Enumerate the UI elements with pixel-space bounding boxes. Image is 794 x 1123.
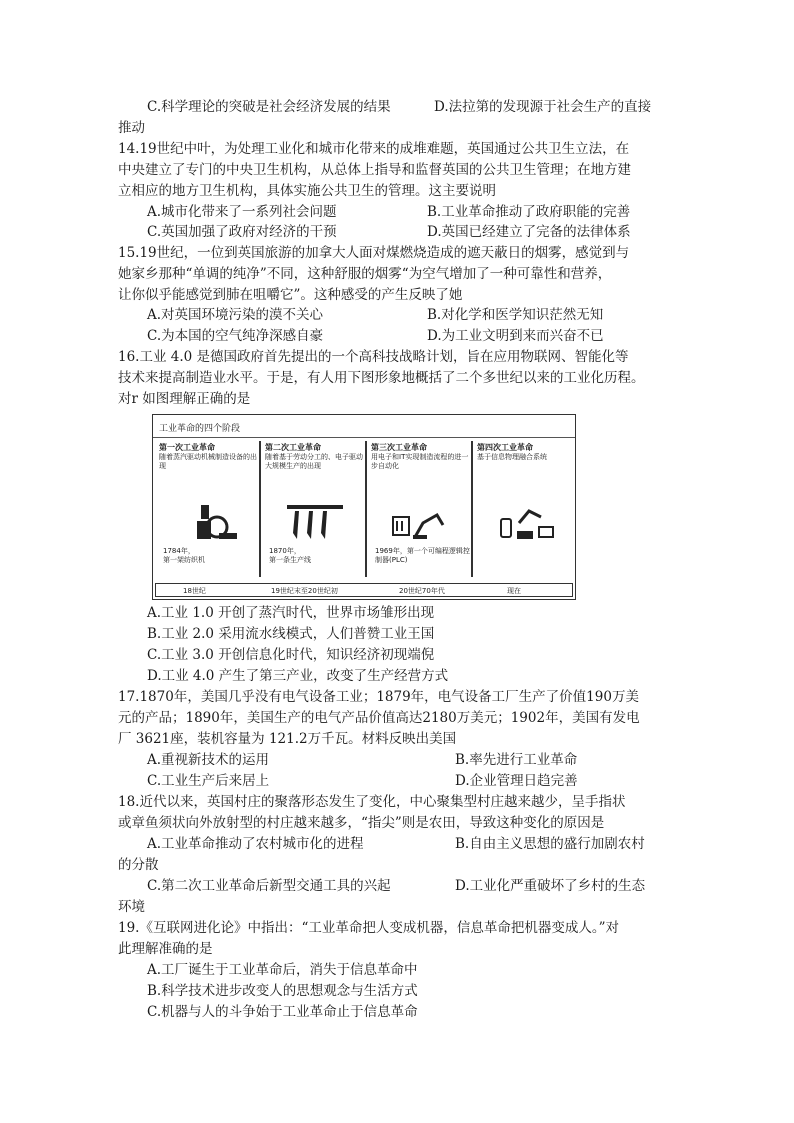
stage-separator [259,441,261,577]
q16-option-a: A.工业 1.0 开创了蒸汽时代，世界市场雏形出现 [147,605,435,621]
q14-option-c: C.英国加强了政府对经济的干预 [147,224,337,240]
stage-3-note: 1969年，第一个可编程逻辑控制器(PLC) [375,547,470,564]
era-label: 20世纪70年代 [399,587,445,595]
q19-option-c: C.机器与人的斗争始于工业革命止于信息革命 [147,1004,418,1020]
stage-1-desc: 随着蒸汽驱动机械制造设备的出现 [159,453,257,470]
cyber-physical-icon [497,503,557,543]
q14-stem-2: 中央建立了专门的中央卫生机构，从总体上指导和监督英国的公共卫生管理；在地方建 [118,162,631,178]
stage-3-desc: 用电子和IT实现制造流程的进一步自动化 [371,453,469,470]
industrial-revolution-figure [152,414,576,600]
q17-option-c: C.工业生产后来居上 [147,773,270,789]
q18-stem-2: 或章鱼须状向外放射型的村庄越来越多，“指尖”则是农田，导致这种变化的原因是 [118,815,605,831]
q14-option-b: B.工业革命推动了政府职能的完善 [427,204,631,220]
q19-option-a: A.工厂诞生于工业革命后，消失于信息革命中 [147,962,418,978]
stage-3-head: 第三次工业革命 [371,443,427,452]
q18-option-d: D.工业化严重破坏了乡村的生态 [455,878,646,894]
stage-3 [371,443,472,583]
q16-stem-2: 技术来提高制造业水平。于是，有人用下图形象地概括了二个多世纪以来的工业化历程。 [118,370,645,386]
q19-option-b: B.科学技术进步改变人的思想观念与生活方式 [147,983,418,999]
q16-option-d: D.工业 4.0 产生了第三产业，改变了生产经营方式 [147,668,449,684]
q15-option-b: B.对化学和医学知识茫然无知 [427,307,604,323]
q16-option-c: C.工业 3.0 开创信息化时代，知识经济初现端倪 [147,647,435,663]
q14-option-a: A.城市化带来了一系列社会问题 [147,204,337,220]
q17-option-b: B.率先进行工业革命 [455,752,578,768]
stage-4 [477,443,578,583]
q14-option-d: D.英国已经建立了完备的法律体系 [427,224,631,240]
q13-option-c: C.科学理论的突破是社会经济发展的结果 [147,99,391,115]
q16-stem: 16.工业 4.0 是德国政府首先提出的一个高科技战略计划，旨在应用物联网、智能化等 [118,349,629,365]
q15-option-a: A.对英国环境污染的漠不关心 [147,307,324,323]
era-label: 现在 [507,587,521,595]
loom-icon [189,503,249,543]
stage-2-head: 第二次工业革命 [265,443,321,452]
q13-option-d: D.法拉第的发现源于社会生产的直接 [434,99,652,115]
figure-divider [153,437,575,438]
q19-stem-2: 此理解准确的是 [118,941,213,957]
q18-option-b-cont: 的分散 [118,857,159,873]
q15-option-c: C.为本国的空气纯净深感自豪 [147,328,324,344]
stage-2-desc: 随着基于劳动分工的、电子驱动大规模生产的出现 [265,453,363,470]
stage-separator [365,441,367,577]
q15-option-d: D.为工业文明到来而兴奋不已 [427,328,604,344]
q17-stem: 17.1870年，美国几乎没有电气设备工业；1879年，电气设备工厂生产了价值190万美 [118,689,639,705]
production-line-icon [285,503,345,543]
q14-stem-3: 立相应的地方卫生机构，具体实施公共卫生的管理。这主要说明 [118,183,496,199]
era-label: 18世纪 [183,587,206,595]
stage-2 [265,443,366,583]
figure-title: 工业革命的四个阶段 [159,424,241,434]
q16-stem-3: 对r 如图理解正确的是 [118,391,251,407]
q15-stem-2: 她家乡那种“单调的纯净”不同，这种舒服的烟雾“为空气增加了一种可靠性和营养， [118,266,612,282]
q17-stem-3: 厂 3621座，装机容量为 121.2万千瓦。材料反映出美国 [118,731,457,747]
era-label: 19世纪末至20世纪初 [271,587,338,595]
q18-option-b: B.自由主义思想的盛行加剧农村 [455,836,645,852]
stage-2-note: 1870年， 第一条生产线 [269,547,311,564]
stage-4-desc: 基于信息物理融合系统 [477,453,547,461]
stage-separator [471,441,473,577]
q17-option-d: D.企业管理日趋完善 [455,773,578,789]
stage-1 [159,443,260,583]
q15-stem: 15.19世纪，一位到英国旅游的加拿大人面对煤燃烧造成的遮天蔽日的烟雾，感觉到与 [118,245,630,261]
q17-option-a: A.重视新技术的运用 [147,752,270,768]
q17-stem-2: 元的产品；1890年，美国生产的电气产品价值高达2180万美元；1902年，美国有发电 [118,710,640,726]
stage-4-head: 第四次工业革命 [477,443,533,452]
q16-option-b: B.工业 2.0 采用流水线模式，人们普赞工业王国 [147,626,435,642]
stage-1-head: 第一次工业革命 [159,443,215,452]
q18-option-d-cont: 环境 [118,899,145,915]
q18-option-a: A.工业革命推动了农村城市化的进程 [147,836,364,852]
q18-stem: 18.近代以来，英国村庄的聚落形态发生了变化，中心聚集型村庄越来越少，呈手指状 [118,794,626,810]
q18-option-c: C.第二次工业革命后新型交通工具的兴起 [147,878,391,894]
q15-stem-3: 让你似乎能感觉到肺在咀嚼它”。这种感受的产生反映了她 [118,287,463,303]
q13-option-d-cont: 推动 [118,120,145,136]
stage-1-note: 1784年， 第一架纺织机 [163,547,205,564]
q14-stem: 14.19世纪中叶，为处理工业化和城市化带来的成堆难题，英国通过公共卫生立法，在 [118,141,630,157]
robot-arm-icon [391,503,451,543]
q19-stem: 19.《互联网进化论》中指出：“工业革命把人变成机器，信息革命把机器变成人。”对 [118,920,620,936]
